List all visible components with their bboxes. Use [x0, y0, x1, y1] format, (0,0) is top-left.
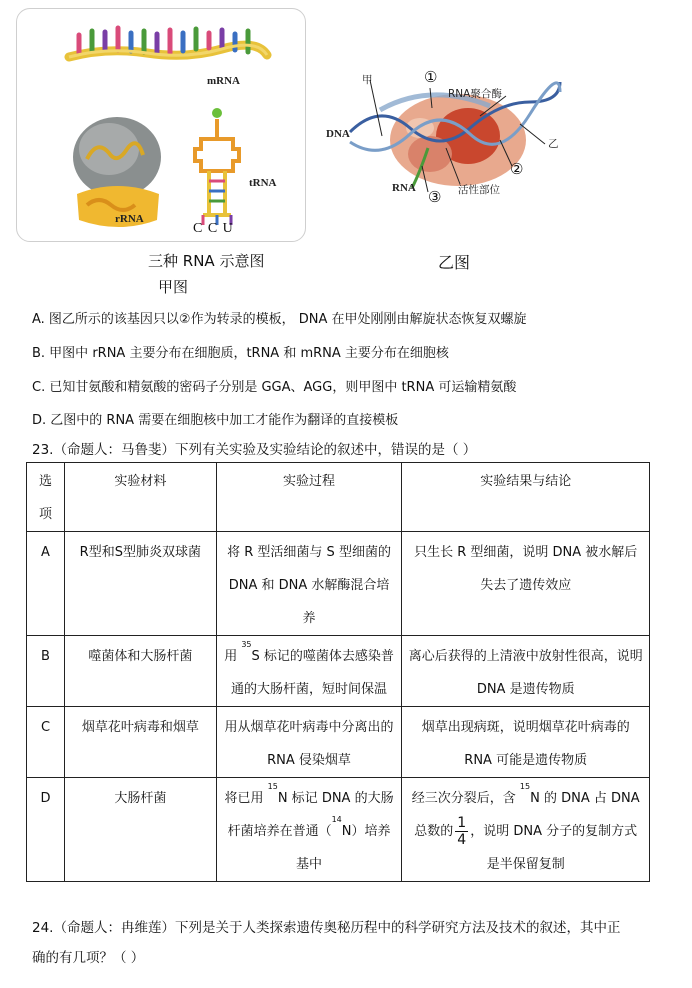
row-material: 烟草花叶病毒和烟草 — [64, 707, 216, 778]
table-row — [27, 532, 650, 636]
label-jia: 甲 — [362, 74, 373, 86]
row-material: R型和S型肺炎双球菌 — [64, 532, 216, 636]
table-header-row — [27, 463, 650, 532]
label-rna: RNA — [392, 182, 416, 194]
row-result: 经三次分裂后，含 $^{15}$N 的 DNA 占 DNA 总数的 $\frac{1}{4}$ ，说明 DNA 分子的复制方式是半保留复制 — [402, 778, 650, 882]
mrna-strand — [69, 28, 267, 57]
question-24-line1: 24.（命题人：冉维莲）下列是关于人类探索遗传奥秘历程中的科学研究方法及技术的叙述，其中正 — [32, 920, 621, 936]
table-row — [27, 778, 650, 882]
experiment-table — [26, 462, 650, 882]
row-option: A — [27, 532, 65, 636]
transcription-diagram — [320, 62, 570, 212]
header-process: 实验过程 — [216, 463, 402, 532]
row-material: 大肠杆菌 — [64, 778, 216, 882]
label-circle-2: ② — [510, 160, 524, 178]
figure-jia-caption: 三种 RNA 示意图 — [148, 252, 265, 270]
label-circle-1: ① — [424, 68, 438, 86]
mrna-label: mRNA — [207, 75, 240, 87]
header-material: 实验材料 — [64, 463, 216, 532]
table-row — [27, 707, 650, 778]
row-option: C — [27, 707, 65, 778]
label-yi: 乙 — [548, 138, 559, 150]
rrna-label: rRNA — [115, 213, 144, 225]
fraction: $\frac{1}{4}$ — [457, 815, 467, 848]
row-result: 烟草出现病斑，说明烟草花叶病毒的 RNA 可能是遗传物质 — [402, 707, 650, 778]
question-23-stem: 23.（命题人：马鲁斐）下列有关实验及实验结论的叙述中，错误的是（ ） — [32, 442, 477, 458]
option-a: A. 图乙所示的该基因只以②作为转录的模板， DNA 在甲处刚刚由解旋状态恢复双螺旋 — [32, 312, 527, 327]
label-dna: DNA — [326, 128, 350, 140]
row-result: 只生长 R 型细菌，说明 DNA 被水解后失去了遗传效应 — [402, 532, 650, 636]
figure-jia-label: 甲图 — [158, 278, 189, 296]
label-circle-3: ③ — [428, 188, 442, 206]
trna-label: tRNA — [249, 177, 277, 189]
row-option: B — [27, 636, 65, 707]
row-process: 用从烟草花叶病毒中分离出的 RNA 侵染烟草 — [216, 707, 402, 778]
row-result: 离心后获得的上清液中放射性很高，说明 DNA 是遗传物质 — [402, 636, 650, 707]
row-process: 将已用 $^{15}$N 标记 DNA 的大肠杆菌培养在普通（$^{14}$N）培养基中 — [216, 778, 402, 882]
option-b: B. 甲图中 rRNA 主要分布在细胞质，tRNA 和 mRNA 主要分布在细胞核 — [32, 346, 449, 361]
figure-jia-panel — [16, 8, 306, 242]
rna-types-illustration — [17, 9, 305, 241]
header-result: 实验结果与结论 — [402, 463, 650, 532]
row-process: 用 $^{35}$S 标记的噬菌体去感染普通的大肠杆菌，短时间保温 — [216, 636, 402, 707]
table-row — [27, 636, 650, 707]
ribosome-graphic — [73, 117, 161, 227]
row-option: D — [27, 778, 65, 882]
trna-graphic — [195, 108, 239, 225]
anticodon-label: C C U — [193, 221, 234, 236]
label-rna-polymerase: RNA聚合酶 — [448, 88, 502, 100]
question-24-line2: 确的有几项？（ ） — [32, 950, 145, 966]
option-d: D. 乙图中的 RNA 需要在细胞核中加工才能作为翻译的直接模板 — [32, 413, 399, 428]
row-material: 噬菌体和大肠杆菌 — [64, 636, 216, 707]
option-c: C. 已知甘氨酸和精氨酸的密码子分别是 GGA、AGG，则甲图中 tRNA 可运输精氨酸 — [32, 380, 517, 395]
row-process: 将 R 型活细菌与 S 型细菌的 DNA 和 DNA 水解酶混合培养 — [216, 532, 402, 636]
header-option: 选 项 — [27, 463, 65, 532]
label-active-site: 活性部位 — [458, 184, 500, 196]
figure-yi-label: 乙图 — [438, 253, 471, 272]
